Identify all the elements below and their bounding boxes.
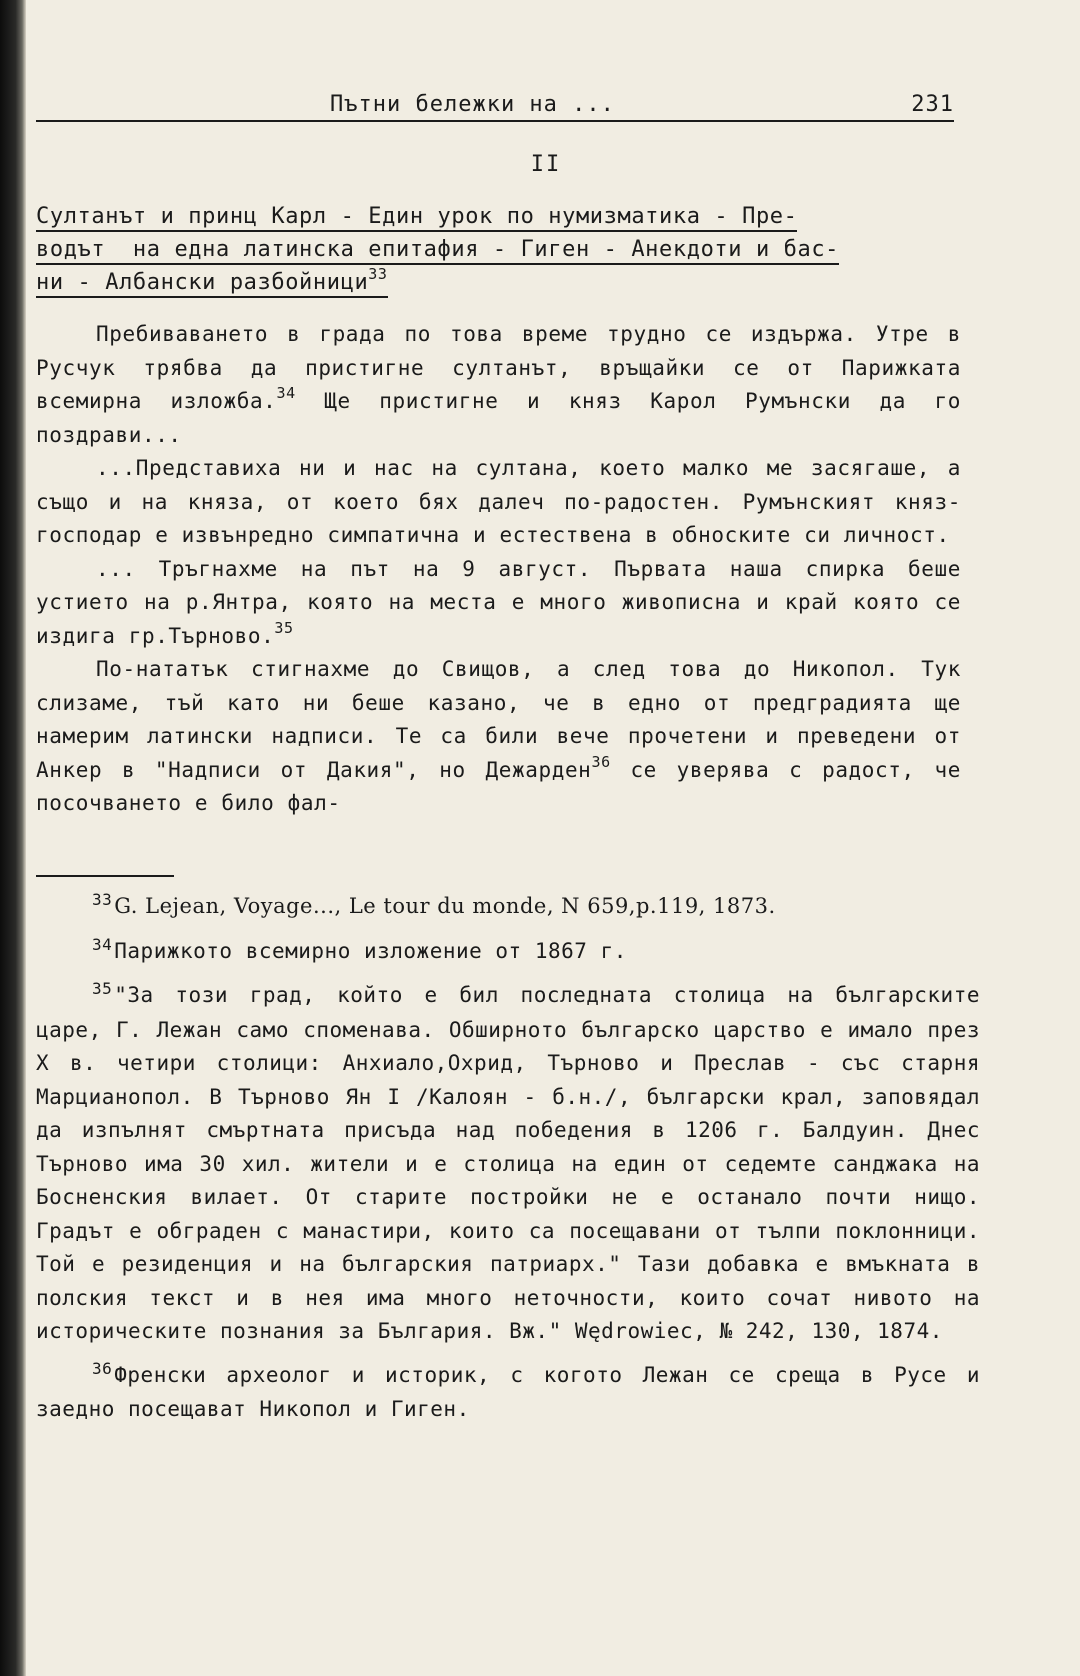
footnote-35-text: "За този град, който е бил последната столица на българските царе, Г. Лежан само споменава. Обширното българско царство е имало през X в. четири столици: Анхиало,Охрид, Търново и Преслав - със старня Марцианопол. В Търново Ян I /Калоян - б.н./, български крал, заповядал да изпълнят смъртната присъда над победения в 1206 г. Балдуин. Днес Търново има 30 хил. жители и е столица на един от седемте санджака на Босненския вилает. От старите постройки не е останало почти нищо. Градът е обграден с манастири, които са посещавани от тълпи поклонници. Той е резиденция и на българския патриарх." Тази добавка е вмъкната в полския текст и в нея има много неточности, които сочат нивото на историческите познания за България. Вж." Wędrowiec, № 242, 130, 1874. xyxy=(36,983,980,1343)
footnote-34 xyxy=(36,935,980,970)
footnote-divider xyxy=(36,875,174,877)
chapter-title-line-2: водът на една латинска епитафия - Гиген - Анекдоти и бас- xyxy=(36,237,839,265)
footnote-ref-35: 35 xyxy=(274,618,294,637)
paragraph-3-text: ... Тръгнахме на път на 9 август. Първата наша спирка беше устието на р.Янтра, която на места е много живописна и край която се издига гр.Търново. xyxy=(36,556,961,648)
page-number: 231 xyxy=(911,92,954,117)
footnote-36-mark: 36 xyxy=(92,1358,113,1378)
book-spine-shadow xyxy=(0,0,26,1676)
footnote-33-text: G. Lejean, Voyage..., Le tour du monde, N 659,p.119, 1873. xyxy=(114,894,776,918)
running-header xyxy=(36,86,954,122)
paragraph-4-text-a: По-нататък стигнахме до Свищов, а след това до Никопол. Тук слизаме, тъй като ни беше казано, че в едно от предградията ще намерим латински надписи. Те са били вече прочетени и преведени от Анкер в "Надписи от Дакия", но Дежарден xyxy=(36,657,961,782)
paragraph-1-text-b: Ще пристигне и княз Карол Румънски да го поздрави... xyxy=(36,389,962,447)
body-text xyxy=(36,318,961,821)
footnote-36 xyxy=(36,1359,980,1427)
footnote-ref-34: 34 xyxy=(276,384,296,402)
footnote-34-mark: 34 xyxy=(92,934,113,954)
footnote-35 xyxy=(36,979,980,1349)
footnote-36-text: Френски археолог и историк, с когото Лежан се среща в Русе и заедно посещават Никопол и Гиген. xyxy=(36,1362,980,1421)
footnote-33-mark: 33 xyxy=(92,890,113,909)
chapter-title xyxy=(36,200,976,299)
footnote-ref-36: 36 xyxy=(591,752,611,771)
footnote-33 xyxy=(36,890,980,925)
footnote-35-mark: 35 xyxy=(92,979,113,998)
footnotes xyxy=(36,890,980,1437)
paragraph-1 xyxy=(36,318,961,452)
paragraph-1-text-a: Пребиваването в града по това време трудно се издържа. Утре в Русчук трябва да пристигне султанът, връщайки се от Парижката всемирна изложба. xyxy=(36,322,961,413)
footnote-ref-33: 33 xyxy=(368,264,388,283)
footnote-34-text: Парижкото всемирно изложение от 1867 г. xyxy=(114,938,627,963)
paragraph-2: ...Представиха ни и нас на султана, което малко ме засягаше, а също и на княза, от което бях далеч по-радостен. Румънският княз-господар е извънредно симпатична и естествена в обноските си личност. xyxy=(36,456,961,547)
paragraph-4 xyxy=(36,653,961,821)
chapter-title-line-1: Султанът и принц Карл - Един урок по нумизматика - Пре- xyxy=(36,204,797,232)
chapter-title-line-3: ни - Албански разбойници xyxy=(36,270,369,295)
running-title: Пътни бележки на ... xyxy=(330,92,615,117)
paragraph-3 xyxy=(36,553,961,654)
book-page xyxy=(36,0,1056,1676)
paragraph-4-text-b: се уверява с радост, че посочването е било фал- xyxy=(36,757,961,815)
section-number: II xyxy=(530,152,562,177)
